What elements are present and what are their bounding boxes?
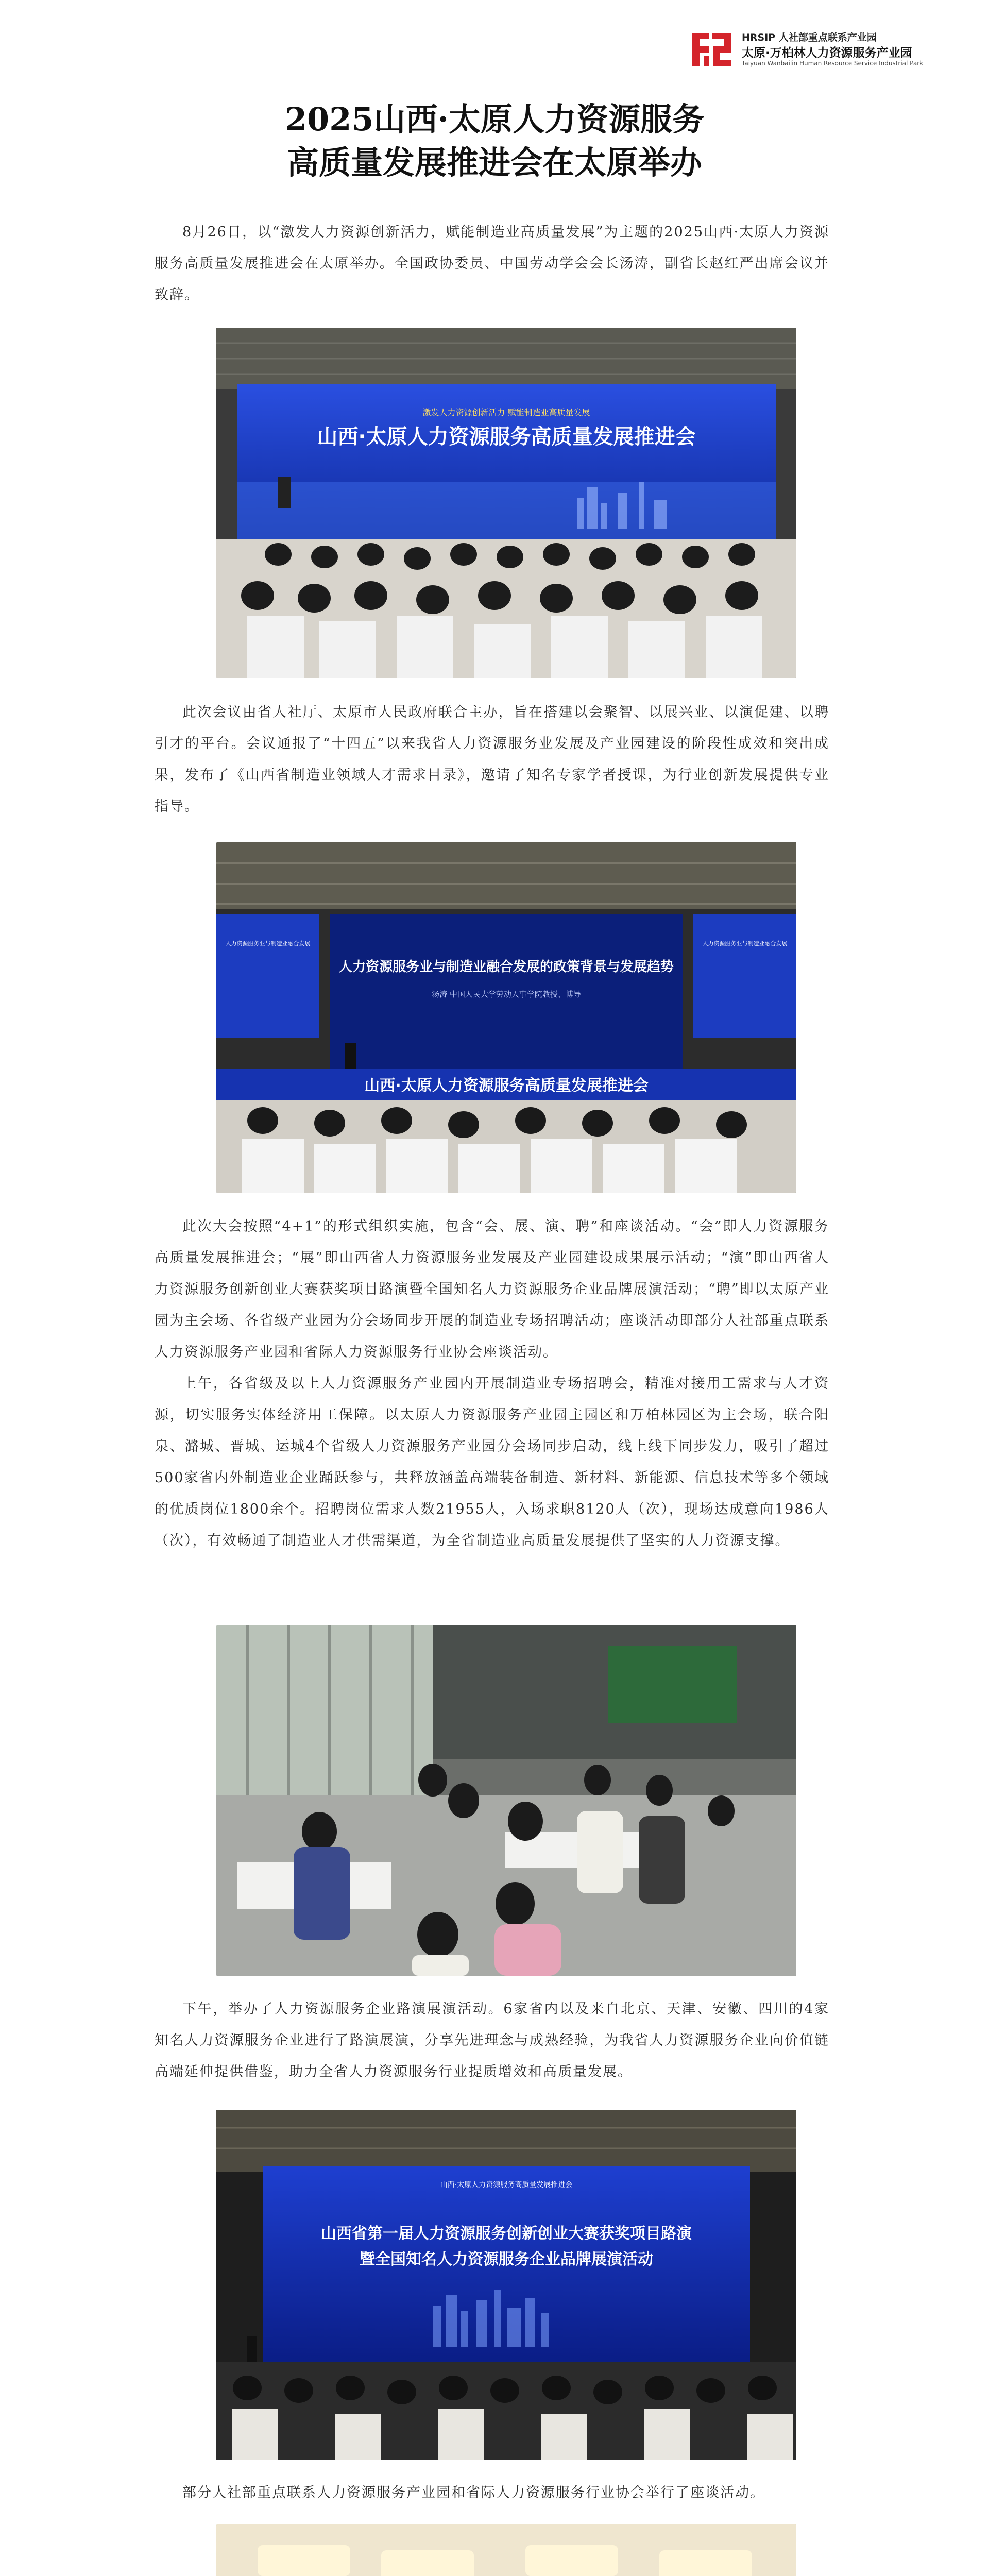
stage3-screen-top: 山西·太原人力资源服务高质量发展推进会 (440, 2181, 573, 2189)
paragraph-roadshow (155, 1993, 829, 2088)
paragraph-text: 下午，举办了人力资源服务企业路演展演活动。6家省内以及来自北京、天津、安徽、四川的4家知名人力资源服务企业进行了路演展演，分享先进理念与成熟经验，为我省人力资源服务企业向价值链高端延伸提供借鉴，助力全省人力资源服务行业提质增效和高质量发展。 (155, 2001, 829, 2080)
photo-expert-lecture (216, 842, 796, 1193)
article-title (0, 98, 989, 184)
paragraph-event-structure (155, 1211, 829, 1556)
stage1-banner-title: 山西·太原人力资源服务高质量发展推进会 (317, 425, 696, 449)
paragraph-meeting-purpose (155, 697, 829, 822)
paragraph-intro (155, 216, 829, 311)
hrsip-logo-icon (688, 29, 736, 70)
brand-english-name: Taiyuan Wanbailin Human Resource Service Industrial Park (742, 60, 924, 67)
title-line-2: 高质量发展推进会在太原举办 (286, 144, 702, 181)
brand-logo (688, 27, 956, 72)
stage3-screen-line1: 山西省第一届人力资源服务创新创业大赛获奖项目路演 (321, 2225, 692, 2243)
paragraph-text: 此次大会按照“4+1”的形式组织实施，包含“会、展、演、聘”和座谈活动。“会”即人力资源服务高质量发展推进会；“展”即山西省人力资源服务业发展及产业园建设成果展示活动；“演”即山西省人力资源服务创新创业大赛获奖项目路演暨全国知名人力资源服务企业品牌展演活动；“聘”即以太原产业园为主会场、各省级产业园为分会场同步开展的制造业专场招聘活动；座谈活动即部分人社部重点联系人力资源服务产业园和省际人力资源服务行业协会座谈活动。 (155, 1218, 829, 1360)
symposium-caption: 部分人社部重点联系人力资源服务产业园和省际人力资源服务行业协会举行了座谈活动。 (182, 2485, 765, 2501)
paragraph-text: 上午，各省级及以上人力资源服务产业园内开展制造业专场招聘会，精准对接用工需求与人才资源，切实服务实体经济用工保障。以太原人力资源服务产业园主园区和万柏林园区为主会场，联合阳泉、潞城、晋城、运城4个省级人力资源服务产业园分会场同步启动，线上线下同步发力，吸引了超过500家省内外制造业企业踊跃参与，共释放涵盖高端装备制造、新材料、新能源、信息技术等多个领域的优质岗位1800余个。招聘岗位需求人数21955人，入场求职8120人（次），现场达成意向1986人（次），有效畅通了制造业人才供需渠道，为全省制造业高质量发展提供了坚实的人力资源支撑。 (155, 1376, 829, 1549)
stage2-screen-subtitle: 汤涛 中国人民大学劳动人事学院教授、博导 (432, 990, 581, 999)
photo-conference-stage (216, 328, 796, 678)
photo-roadshow-stage (216, 2110, 796, 2460)
stage2-banner-bottom: 山西·太原人力资源服务高质量发展推进会 (364, 1077, 649, 1095)
paragraph-text: 此次会议由省人社厅、太原市人民政府联合主办，旨在搭建以会聚智、以展兴业、以演促建、以聘引才的平台。会议通报了“十四五”以来我省人力资源服务业发展及产业园建设的阶段性成效和突出成果，发布了《山西省制造业领域人才需求目录》，邀请了知名专家学者授课，为行业创新发展提供专业指导。 (155, 704, 829, 815)
photo-symposium-room (216, 2524, 796, 2576)
stage1-banner-small: 激发人力资源创新活力 赋能制造业高质量发展 (422, 408, 590, 417)
photo-job-fair (216, 1625, 796, 1976)
stage2-side-left: 人力资源服务业与制造业融合发展 (225, 940, 311, 947)
stage3-screen-line2: 暨全国知名人力资源服务企业品牌展演活动 (360, 2250, 653, 2268)
stage2-side-right: 人力资源服务业与制造业融合发展 (702, 940, 788, 947)
paragraph-text: 8月26日，以“激发人力资源创新活力，赋能制造业高质量发展”为主题的2025山西·太原人力资源服务高质量发展推进会在太原举办。全国政协委员、中国劳动学会会长汤涛，副省长赵红严出席会议并致辞。 (155, 224, 829, 303)
brand-tagline: HRSIP 人社部重点联系产业园 (742, 32, 877, 43)
stage2-screen-title: 人力资源服务业与制造业融合发展的政策背景与发展趋势 (338, 959, 674, 975)
brand-name: 太原·万柏林人力资源服务产业园 (742, 46, 912, 60)
title-line-1: 2025山西·太原人力资源服务 (284, 100, 705, 138)
